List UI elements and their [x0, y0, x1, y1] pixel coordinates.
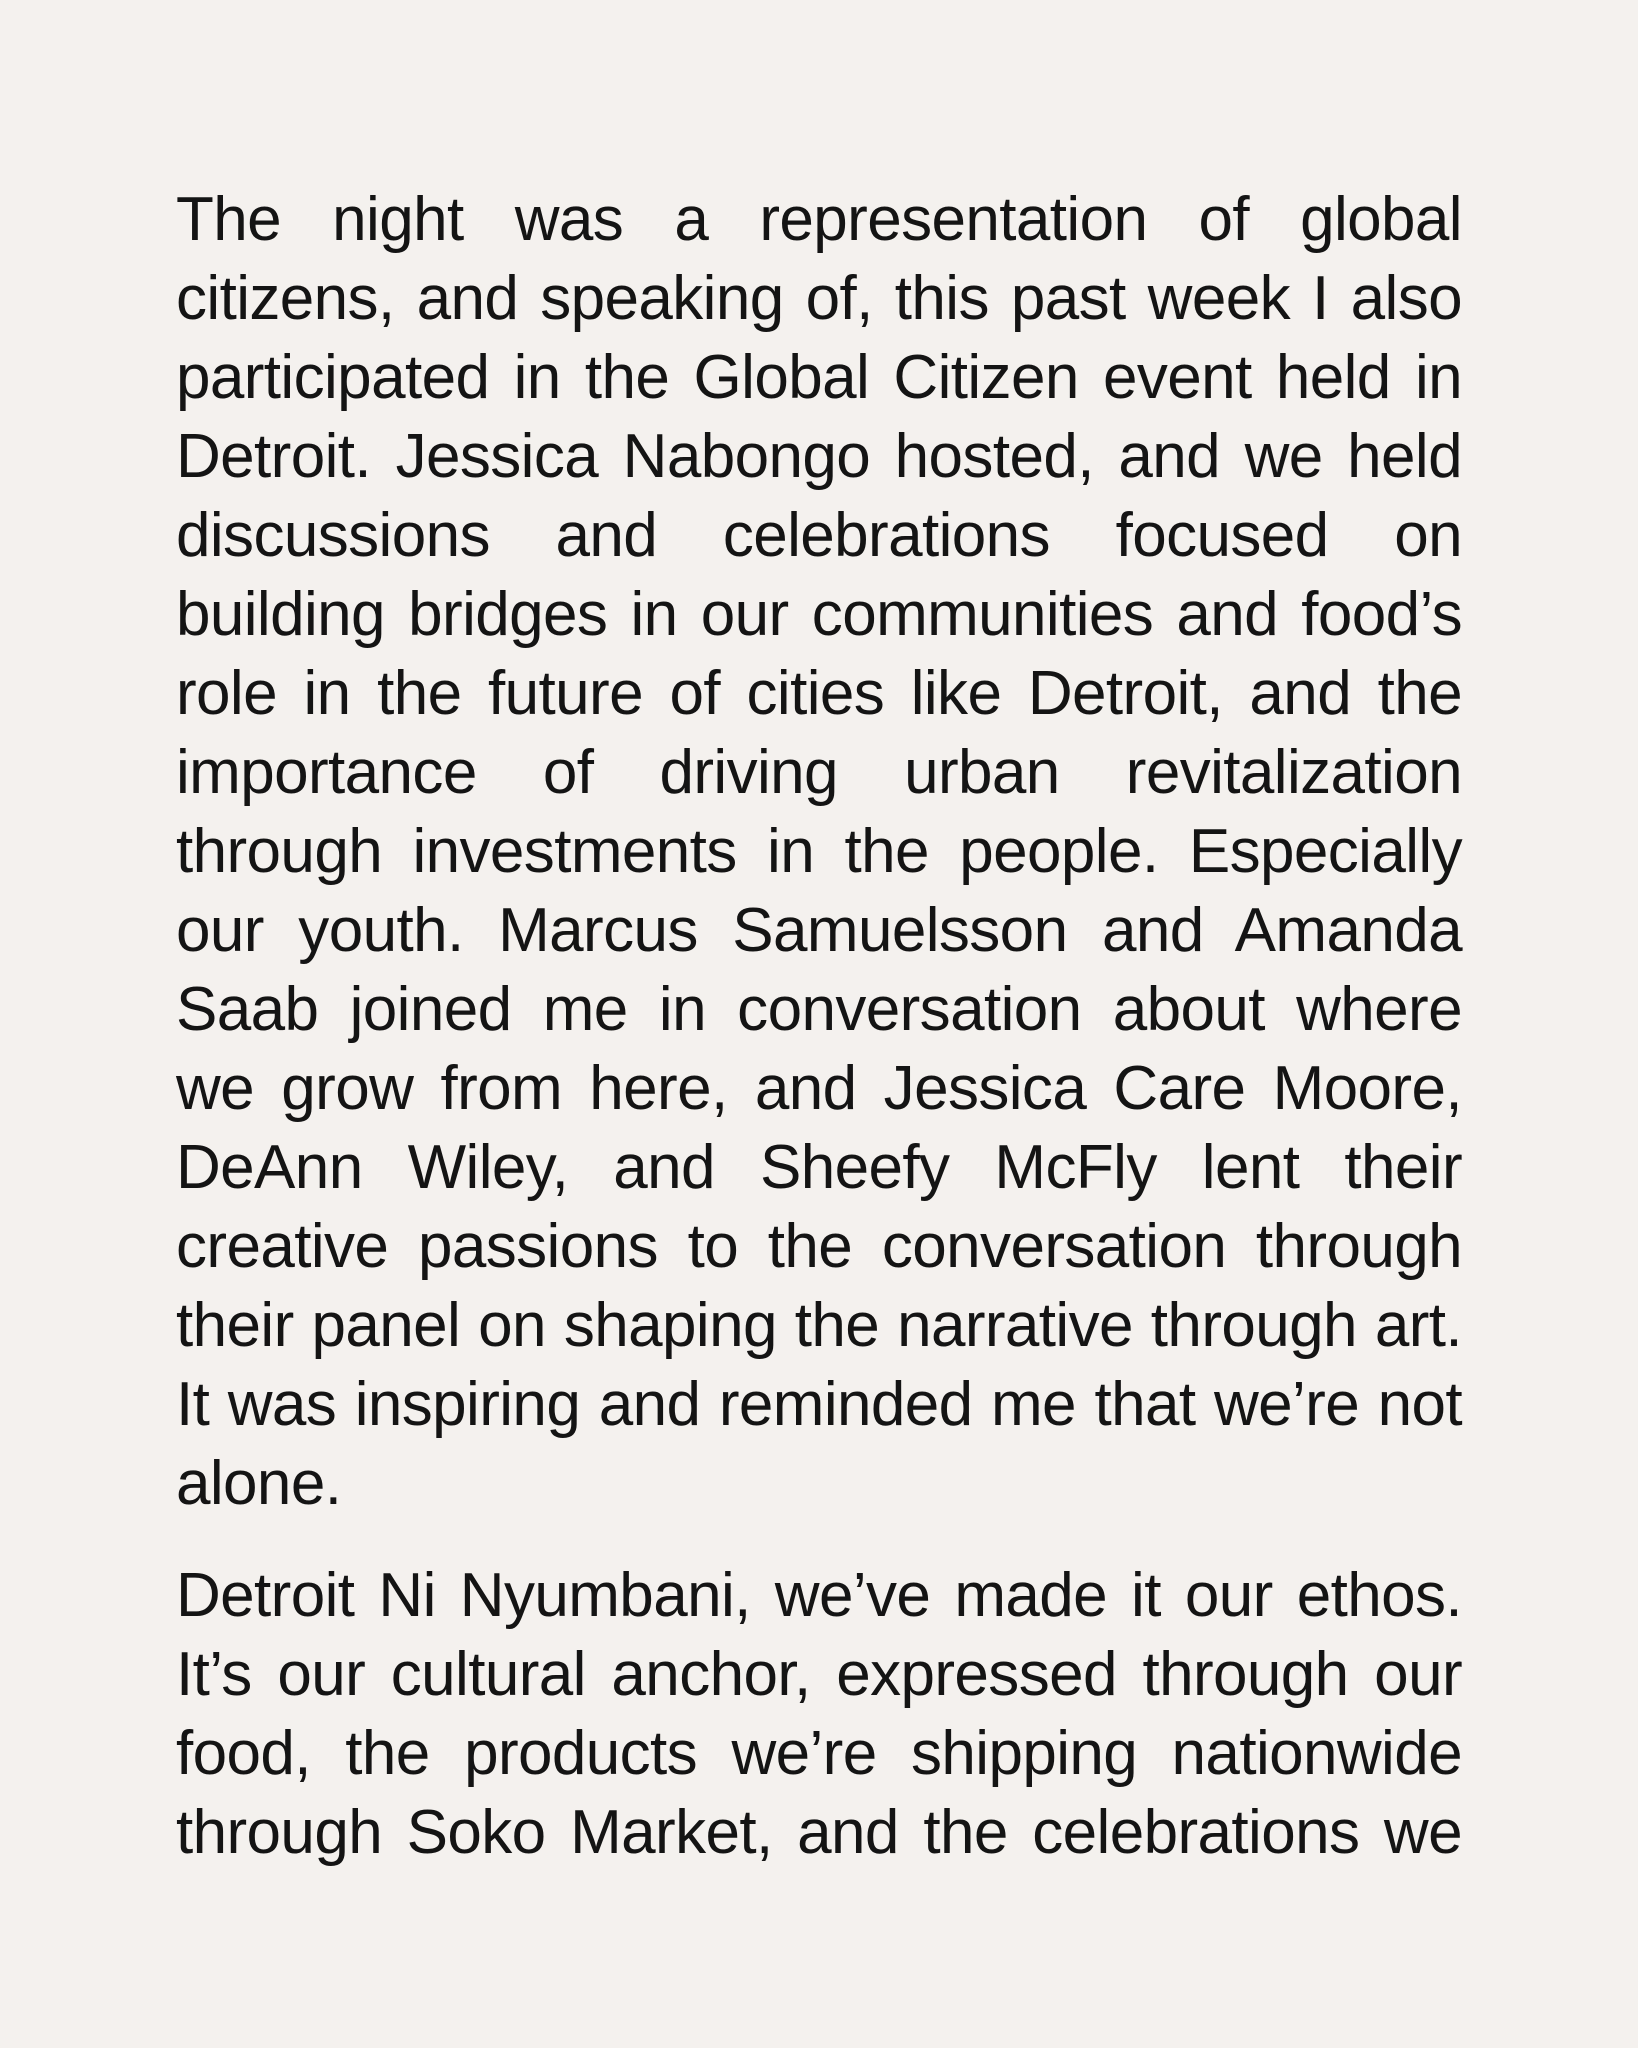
paragraph-detroit-ni-nyumbani: Detroit Ni Nyumbani, we’ve made it our ethos. It’s our cultural anchor, expressed through our food, the products we’re shipping nationwide through Soko Market, and the celebrations we	[176, 1561, 1462, 1867]
paragraph-global-citizen: The night was a representation of global citizens, and speaking of, this past week I also participated in the Global Citizen event held in Detroit. Jessica Nabongo hosted, and we held discussions and celebrations focused on building bridges in our communities and food’s role in the future of cities like Detroit, and the importance of driving urban revitalization through investments in the people. Especially our youth. Marcus Samuelsson and Amanda Saab joined me in conversation about where we grow from here, and Jessica Care Moore, DeAnn Wiley, and Sheefy McFly lent their creative passions to the conversation through their panel on shaping the narrative through art. It was inspiring and reminded me that we’re not alone.	[176, 185, 1462, 1518]
document-body	[176, 180, 1462, 1872]
